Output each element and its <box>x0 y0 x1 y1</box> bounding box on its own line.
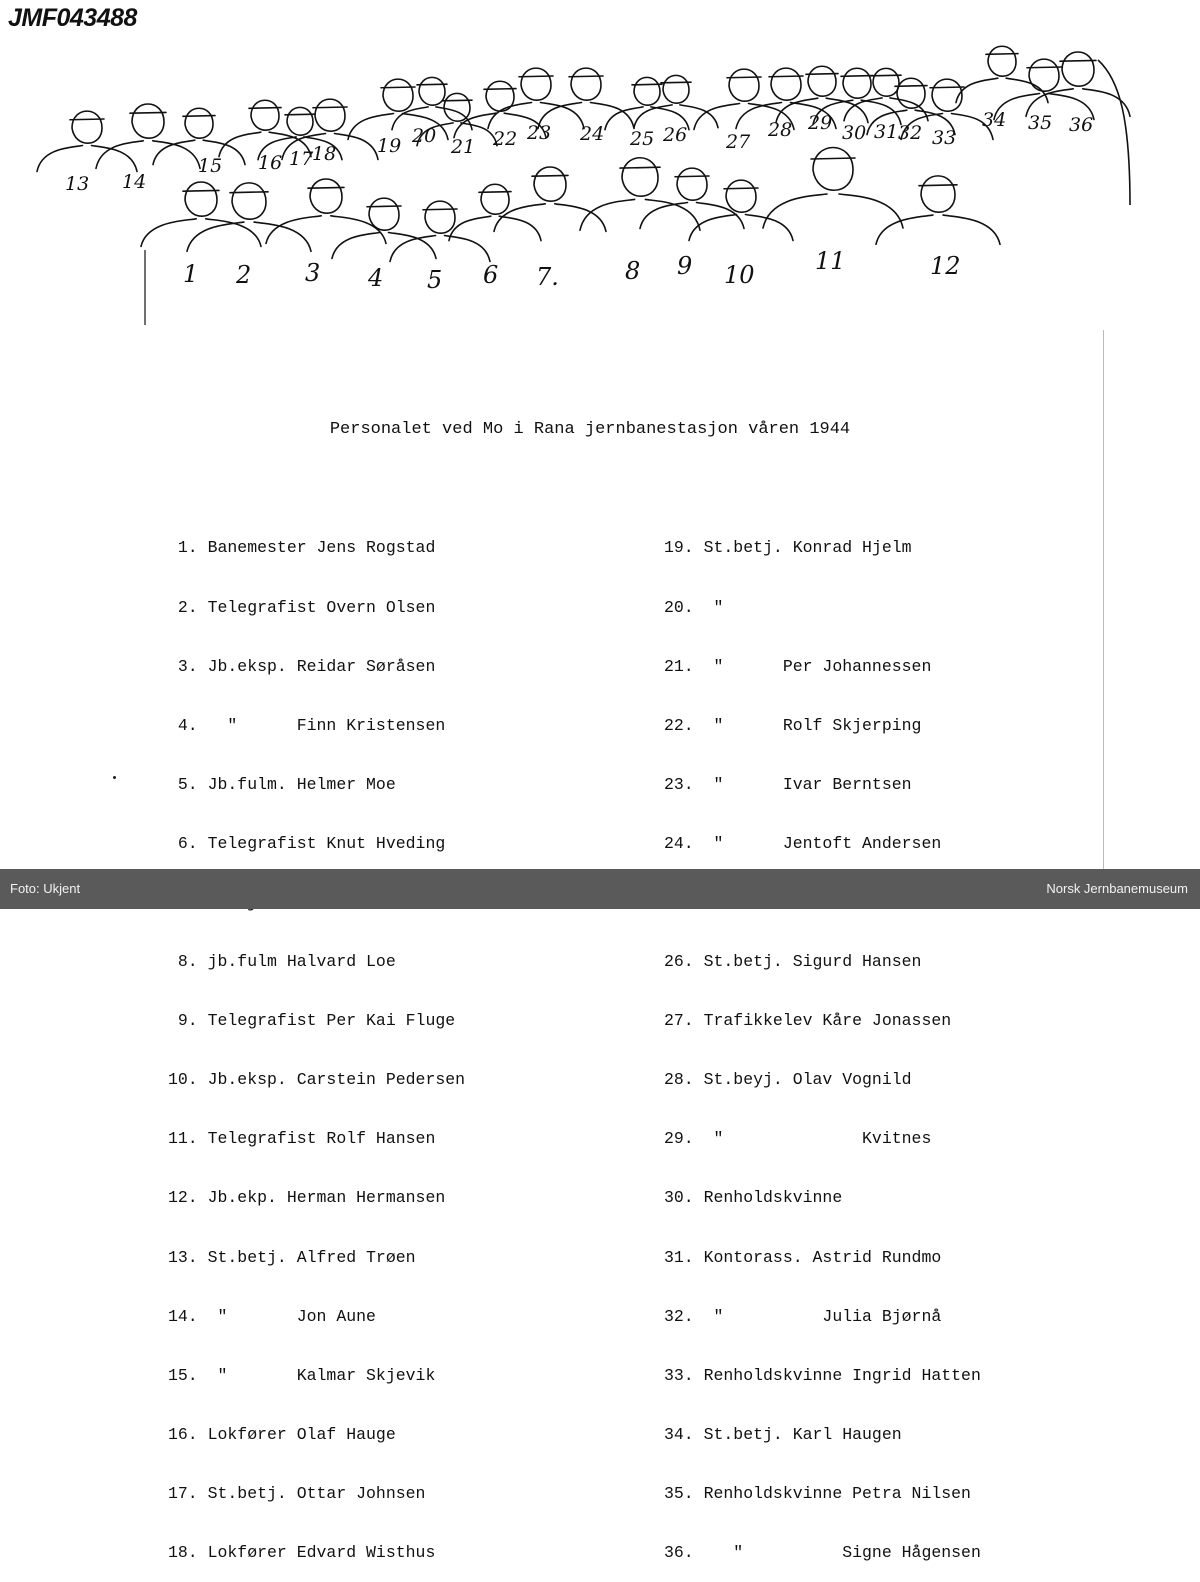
list-item: 19. St.betj. Konrad Hjelm <box>664 538 912 558</box>
figure-number: 28 <box>768 119 793 141</box>
personnel-list-right <box>664 499 981 1582</box>
figure-number: 9 <box>677 252 693 280</box>
group-portrait-sketch <box>0 0 1200 340</box>
footer-bar <box>0 869 1200 909</box>
figure-number: 23 <box>527 122 552 144</box>
sketch-figure <box>640 168 744 228</box>
figure-number: 18 <box>312 143 337 165</box>
sketch-figure <box>390 201 490 261</box>
sketch-figure <box>994 59 1094 119</box>
list-item: 11. Telegrafist Rolf Hansen <box>168 1129 436 1149</box>
personnel-list-left <box>168 499 505 1582</box>
figure-number: 2 <box>236 261 252 289</box>
list-item: 36. " Signe Hågensen <box>664 1543 981 1562</box>
list-item: 2. Telegrafist Overn Olsen <box>168 597 436 617</box>
figure-number: 36 <box>1069 114 1094 136</box>
list-item: 14. " Jon Aune <box>168 1306 376 1326</box>
figure-number: 32 <box>898 122 923 144</box>
figure-number: 1 <box>183 260 199 288</box>
list-item: 32. " Julia Bjørnå <box>664 1306 942 1326</box>
figure-number: 4 <box>368 264 384 292</box>
list-item: 3. Jb.eksp. Reidar Søråsen <box>168 656 436 676</box>
list-item: 30. Renholdskvinne <box>664 1188 843 1208</box>
list-item: 17. St.betj. Ottar Johnsen <box>168 1483 426 1503</box>
list-item: 26. St.betj. Sigurd Hansen <box>664 952 922 972</box>
list-item: 5. Jb.fulm. Helmer Moe <box>168 774 396 794</box>
figure-number: 30 <box>842 122 867 144</box>
figure-number: 16 <box>258 152 283 174</box>
list-item: 9. Telegrafist Per Kai Fluge <box>168 1011 456 1031</box>
list-item: 10. Jb.eksp. Carstein Pedersen <box>168 1070 466 1090</box>
list-item: 15. " Kalmar Skjevik <box>168 1365 436 1385</box>
figure-number: 35 <box>1028 112 1053 134</box>
sketch-figure <box>37 111 137 171</box>
figure-number: 5 <box>427 266 443 294</box>
list-item: 18. Lokfører Edvard Wisthus <box>168 1543 436 1562</box>
figure-number: 10 <box>724 261 755 289</box>
list-item: 34. St.betj. Karl Haugen <box>664 1424 902 1444</box>
figure-number: 15 <box>198 155 223 177</box>
list-item: 13. St.betj. Alfred Trøen <box>168 1247 416 1267</box>
list-item: 6. Telegrafist Knut Hveding <box>168 833 446 853</box>
list-item: 23. " Ivar Berntsen <box>664 774 912 794</box>
list-item: 8. jb.fulm Halvard Loe <box>168 952 396 972</box>
museum-name: Norsk Jernbanemuseum <box>1046 881 1188 896</box>
figure-number: 12 <box>930 252 961 280</box>
list-item: 1. Banemester Jens Rogstad <box>168 538 436 558</box>
figure-number: 19 <box>377 135 402 157</box>
list-item: 27. Trafikkelev Kåre Jonassen <box>664 1011 952 1031</box>
figure-number: 25 <box>630 128 655 150</box>
figure-number: 31 <box>874 121 899 143</box>
list-item: 21. " Per Johannessen <box>664 656 932 676</box>
figure-number: 22 <box>493 128 518 150</box>
figure-number: 27 <box>726 131 751 153</box>
list-item: 33. Renholdskvinne Ingrid Hatten <box>664 1365 981 1385</box>
scan-speck <box>113 776 116 779</box>
list-item: 22. " Rolf Skjerping <box>664 715 922 735</box>
figure-number: 8 <box>625 257 641 285</box>
figure-number: 14 <box>122 171 147 193</box>
list-item: 28. St.beyj. Olav Vognild <box>664 1070 912 1090</box>
scan-edge-line <box>1103 330 1104 870</box>
figure-number: 11 <box>815 247 846 275</box>
list-item: 16. Lokfører Olaf Hauge <box>168 1424 396 1444</box>
list-item: 20. " <box>664 597 724 617</box>
sketch-figure <box>494 167 606 231</box>
figure-number: 7. <box>536 263 559 291</box>
page-title: Personalet ved Mo i Rana jernbanestasjon våren 1944 <box>329 420 851 439</box>
list-item: 35. Renholdskvinne Petra Nilsen <box>664 1483 971 1503</box>
figure-number: 34 <box>982 109 1007 131</box>
list-item: 31. Kontorass. Astrid Rundmo <box>664 1247 942 1267</box>
sketch-figure <box>187 183 311 251</box>
list-item: 24. " Jentoft Andersen <box>664 833 942 853</box>
catalog-id: JMF043488 <box>8 4 137 32</box>
figure-number: 21 <box>451 136 476 158</box>
list-item: 4. " Finn Kristensen <box>168 715 446 735</box>
figure-number: 13 <box>65 173 90 195</box>
sketch-figure <box>763 148 903 229</box>
figure-number: 33 <box>932 127 957 149</box>
sketch-figure <box>449 184 541 240</box>
figure-number: 26 <box>663 124 688 146</box>
figure-number: 6 <box>483 261 499 289</box>
figure-number: 17 <box>289 148 314 170</box>
sketch-figure <box>392 77 472 129</box>
sketch-figure <box>332 198 436 258</box>
list-item: 12. Jb.ekp. Herman Hermansen <box>168 1188 446 1208</box>
sketch-figure <box>96 104 200 168</box>
list-item: 29. " Kvitnes <box>664 1129 932 1149</box>
sketch-figure <box>876 176 1000 244</box>
sketch-figure <box>689 180 793 240</box>
figure-number: 3 <box>305 259 321 287</box>
sketch-figure <box>538 68 634 128</box>
figure-number: 24 <box>580 123 605 145</box>
sketch-figure <box>580 158 700 230</box>
figure-number: 20 <box>412 125 437 147</box>
figure-number: 29 <box>808 112 833 134</box>
photo-credit: Foto: Ukjent <box>10 881 81 896</box>
sketch-figure <box>634 75 718 127</box>
